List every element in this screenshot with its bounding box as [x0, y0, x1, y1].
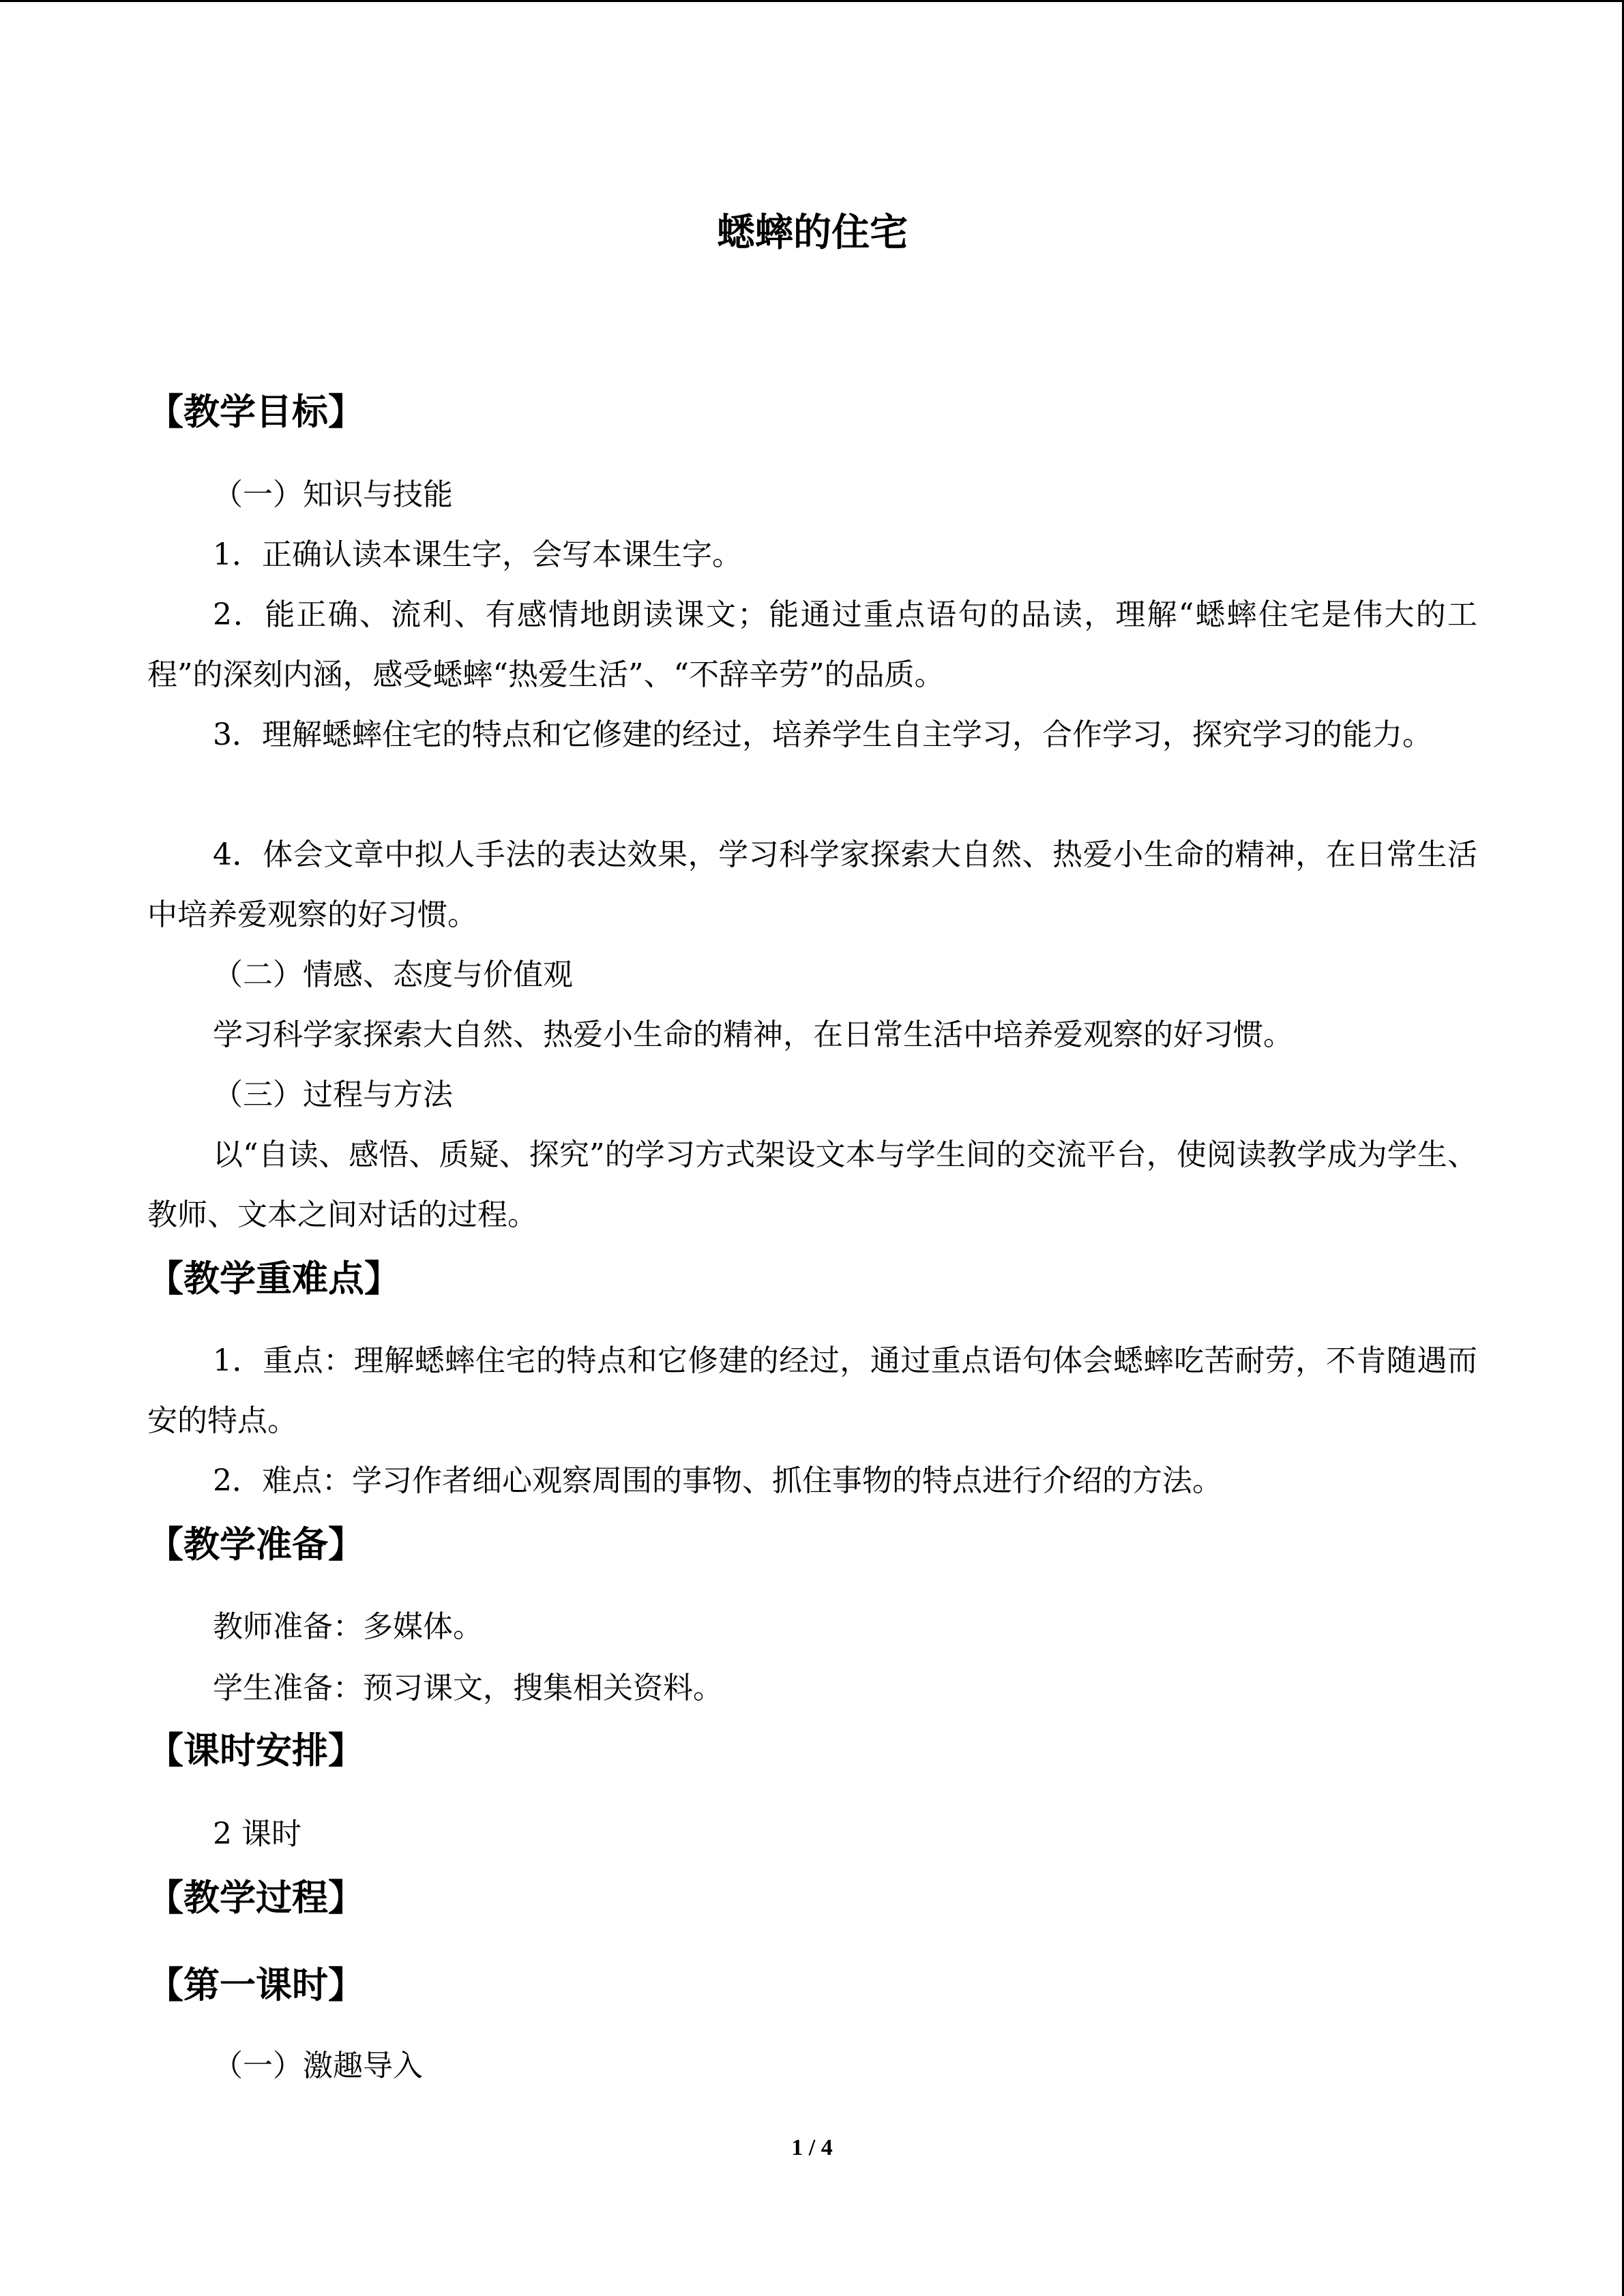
goals-subheading-process: （三）过程与方法: [213, 1077, 453, 1112]
heading-teaching-goals: 【教学目标】: [147, 391, 364, 433]
key-point-2: 2．难点：学习作者细心观察周围的事物、抓住事物的特点进行介绍的方法。: [213, 1463, 1222, 1498]
goals-item-1: 1．正确认读本课生字，会写本课生字。: [213, 537, 742, 572]
preparation-student: 学生准备：预习课文，搜集相关资料。: [213, 1671, 723, 1705]
key-point-1: 1．重点：理解蟋蟀住宅的特点和它修建的经过，通过重点语句体会蟋蟀吃苦耐劳，不肯随遇而安的特点。: [147, 1343, 1477, 1438]
schedule-text: 2 课时: [213, 1817, 301, 1851]
goals-subheading-knowledge: （一）知识与技能: [213, 477, 453, 512]
goals-process-text: 以“自读、感悟、质疑、探究”的学习方式架设文本与学生间的交流平台，使阅读教学成为学生、教师、文本之间对话的过程。: [147, 1137, 1477, 1232]
goals-item-2: 2．能正确、流利、有感情地朗读课文；能通过重点语句的品读，理解“蟋蟀住宅是伟大的工程”的深刻内涵，感受蟋蟀“热爱生活”、“不辞辛劳”的品质。: [147, 597, 1477, 692]
page-border-top: [0, 0, 1624, 2]
heading-schedule: 【课时安排】: [147, 1730, 364, 1772]
goals-item-4: 4．体会文章中拟人手法的表达效果，学习科学家探索大自然、热爱小生命的精神，在日常生活中培养爱观察的好习惯。: [147, 837, 1477, 932]
goals-item-3: 3．理解蟋蟀住宅的特点和它修建的经过，培养学生自主学习，合作学习，探究学习的能力。: [213, 717, 1432, 752]
page-number: 1 / 4: [791, 2135, 833, 2160]
goals-emotion-text: 学习科学家探索大自然、热爱小生命的精神，在日常生活中培养爱观察的好习惯。: [213, 1017, 1293, 1052]
heading-process: 【教学过程】: [147, 1877, 364, 1919]
document-title: 蟋蟀的住宅: [717, 211, 908, 255]
heading-key-points: 【教学重难点】: [147, 1258, 400, 1300]
heading-preparation: 【教学准备】: [147, 1524, 364, 1566]
goals-subheading-emotion: （二）情感、态度与价值观: [213, 957, 573, 992]
heading-lesson-one: 【第一课时】: [147, 1965, 364, 2006]
preparation-teacher: 教师准备：多媒体。: [213, 1609, 483, 1644]
lesson-one-step: （一）激趣导入: [213, 2048, 423, 2083]
